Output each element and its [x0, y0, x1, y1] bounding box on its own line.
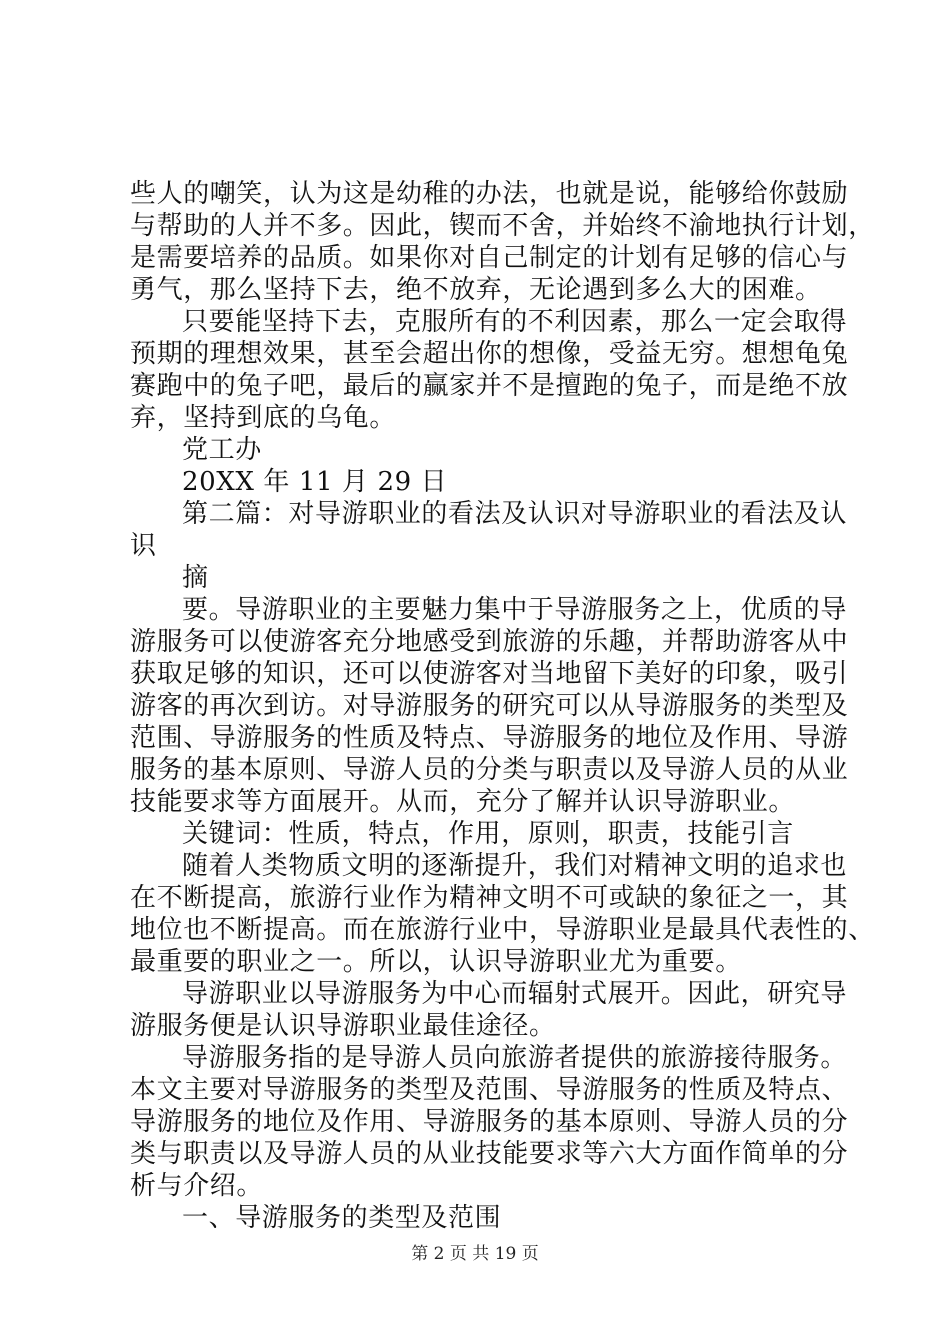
text-line: 导游服务指的是导游人员向旅游者提供的旅游接待服务。 [182, 1043, 848, 1073]
subsection-heading: 一、导游服务的类型及范围 [182, 1203, 502, 1233]
text-line: 预期的理想效果，甚至会超出你的想像，受益无穷。想想龟兔 [130, 339, 849, 369]
text-line: 范围、导游服务的性质及特点、导游服务的地位及作用、导游 [130, 723, 849, 753]
text-line: 是需要培养的品质。如果你对自己制定的计划有足够的信心与 [130, 243, 849, 273]
text-line: 游客的再次到访。对导游服务的研究可以从导游服务的类型及 [130, 691, 849, 721]
keywords-line: 关键词：性质，特点，作用，原则，职责，技能引言 [182, 819, 794, 849]
text-line: 地位也不断提高。而在旅游行业中，导游职业是最具代表性的、 [130, 915, 875, 945]
text-line: 服务的基本原则、导游人员的分类与职责以及导游人员的从业 [130, 755, 849, 785]
text-line: 游服务可以使游客充分地感受到旅游的乐趣，并帮助游客从中 [130, 627, 849, 657]
signature-date: 20XX 年 11 月 29 日 [182, 467, 448, 497]
text-line: 导游服务的地位及作用、导游服务的基本原则、导游人员的分 [130, 1107, 849, 1137]
text-line: 导游职业以导游服务为中心而辐射式展开。因此，研究导 [182, 979, 848, 1009]
text-line: 类与职责以及导游人员的从业技能要求等六大方面作简单的分 [130, 1139, 849, 1169]
section-heading: 第二篇：对导游职业的看法及认识对导游职业的看法及认 [182, 499, 848, 529]
text-line: 析与介绍。 [130, 1171, 264, 1201]
text-line: 赛跑中的兔子吧，最后的赢家并不是擅跑的兔子，而是绝不放 [130, 371, 849, 401]
text-line: 些人的嘲笑，认为这是幼稚的办法，也就是说，能够给你鼓励 [130, 179, 849, 209]
text-line: 本文主要对导游服务的类型及范围、导游服务的性质及特点、 [130, 1075, 849, 1105]
abstract-label: 摘 [182, 563, 209, 593]
text-line: 获取足够的知识，还可以使游客对当地留下美好的印象，吸引 [130, 659, 849, 689]
text-line: 弃，坚持到底的乌龟。 [130, 403, 397, 433]
text-line: 随着人类物质文明的逐渐提升，我们对精神文明的追求也 [182, 851, 848, 881]
text-line: 技能要求等方面展开。从而，充分了解并认识导游职业。 [130, 787, 796, 817]
text-line: 在不断提高，旅游行业作为精神文明不可或缺的象征之一，其 [130, 883, 849, 913]
page-footer: 第 2 页 共 19 页 [411, 1244, 539, 1264]
text-line: 勇气，那么坚持下去，绝不放弃，无论遇到多么大的困难。 [130, 275, 822, 305]
signature-department: 党工办 [182, 435, 262, 465]
section-heading-cont: 识 [130, 531, 157, 561]
text-line: 与帮助的人并不多。因此，锲而不舍，并始终不渝地执行计划， [130, 211, 875, 241]
text-line: 只要能坚持下去，克服所有的不利因素，那么一定会取得 [182, 307, 848, 337]
text-line: 游服务便是认识导游职业最佳途径。 [130, 1011, 556, 1041]
text-line: 最重要的职业之一。所以，认识导游职业尤为重要。 [130, 947, 742, 977]
text-line: 要。导游职业的主要魅力集中于导游服务之上，优质的导 [182, 595, 848, 625]
